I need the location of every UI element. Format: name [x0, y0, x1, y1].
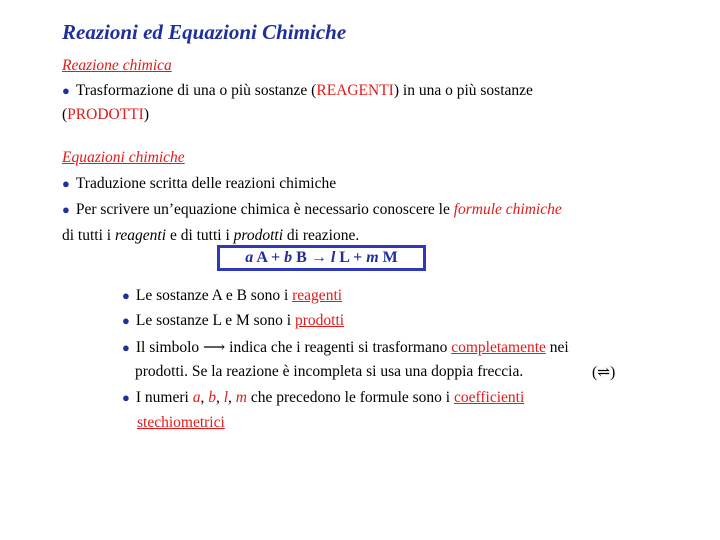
text: indica che i reagenti si trasformano: [225, 339, 452, 356]
bullet-icon: ●: [62, 176, 70, 191]
arrow-icon: →: [310, 249, 327, 266]
page-title: Reazioni ed Equazioni Chimiche: [62, 20, 347, 44]
section1-line2: [62, 106, 149, 124]
section2-bullet2: [62, 201, 562, 219]
text: ,: [200, 389, 209, 406]
stechiometrici-link: stechiometrici: [137, 414, 225, 431]
reagenti-term: reagenti: [114, 227, 167, 244]
text: Le sostanze A e B sono i: [135, 287, 293, 304]
note-3: [122, 338, 569, 357]
text: (: [62, 106, 68, 123]
section-heading-equazioni: Equazioni chimiche: [62, 149, 185, 166]
reagenti-highlight: REAGENTI: [316, 82, 394, 99]
completamente-link: completamente: [451, 339, 546, 356]
text: Traduzione scritta delle reazioni chimiche: [75, 175, 337, 192]
var-l: l: [223, 389, 228, 406]
text: prodotti. Se la reazione è incompleta si usa una doppia freccia.: [135, 363, 524, 380]
coef-l: l: [330, 249, 336, 266]
text: e di tutti i: [166, 227, 234, 244]
note-2: [122, 312, 344, 330]
prodotti-link: prodotti: [294, 312, 345, 329]
formule-highlight: formule chimiche: [453, 201, 562, 218]
species-m: M: [382, 249, 398, 266]
bullet-icon: ●: [62, 202, 70, 217]
species-l: L: [339, 249, 350, 266]
var-b: b: [208, 389, 216, 406]
arrow-icon: ⟶: [203, 339, 226, 356]
species-a: A: [256, 249, 268, 266]
bullet-icon: ●: [122, 313, 130, 328]
coef-b: b: [284, 249, 293, 266]
text: Il simbolo: [135, 339, 204, 356]
note-4: [122, 389, 524, 407]
section-heading-reazione: Reazione chimica: [62, 57, 172, 74]
double-arrow-icon: (⇌): [592, 364, 616, 381]
text: Trasformazione di una o più sostanze (: [75, 82, 317, 99]
text: ): [143, 106, 149, 123]
reagenti-link: reagenti: [292, 287, 343, 304]
text: Le sostanze L e M sono i: [135, 312, 295, 329]
bullet-icon: ●: [122, 340, 130, 355]
section2-bullet1: [62, 175, 336, 193]
text: ,: [215, 389, 224, 406]
plus-sign: +: [271, 249, 281, 266]
var-a: a: [192, 389, 201, 406]
species-b: B: [296, 249, 307, 266]
note-4-line2: [137, 414, 225, 432]
prodotti-term: prodotti: [233, 227, 284, 244]
coefficienti-link: coefficienti: [453, 389, 525, 406]
text: ,: [228, 389, 236, 406]
var-m: m: [235, 389, 247, 406]
text: di reazione.: [283, 227, 360, 244]
text: Per scrivere un’equazione chimica è necessario conoscere le: [75, 201, 454, 218]
text: I numeri: [135, 389, 193, 406]
equation-box: [217, 245, 426, 271]
bullet-icon: ●: [62, 83, 70, 98]
plus-sign: +: [353, 249, 363, 266]
coef-m: m: [366, 249, 379, 266]
text: nei: [545, 339, 569, 356]
text: ) in una o più sostanze: [393, 82, 533, 99]
section2-line3: [62, 227, 359, 245]
bullet-icon: ●: [122, 390, 130, 405]
section1-line1: [62, 82, 533, 100]
coef-a: a: [245, 249, 254, 266]
prodotti-highlight: PRODOTTI: [67, 106, 144, 123]
note-1: [122, 287, 342, 305]
text: che precedono le formule sono i: [246, 389, 454, 406]
text: di tutti i: [62, 227, 115, 244]
note-3-line2: [135, 363, 523, 381]
bullet-icon: ●: [122, 288, 130, 303]
